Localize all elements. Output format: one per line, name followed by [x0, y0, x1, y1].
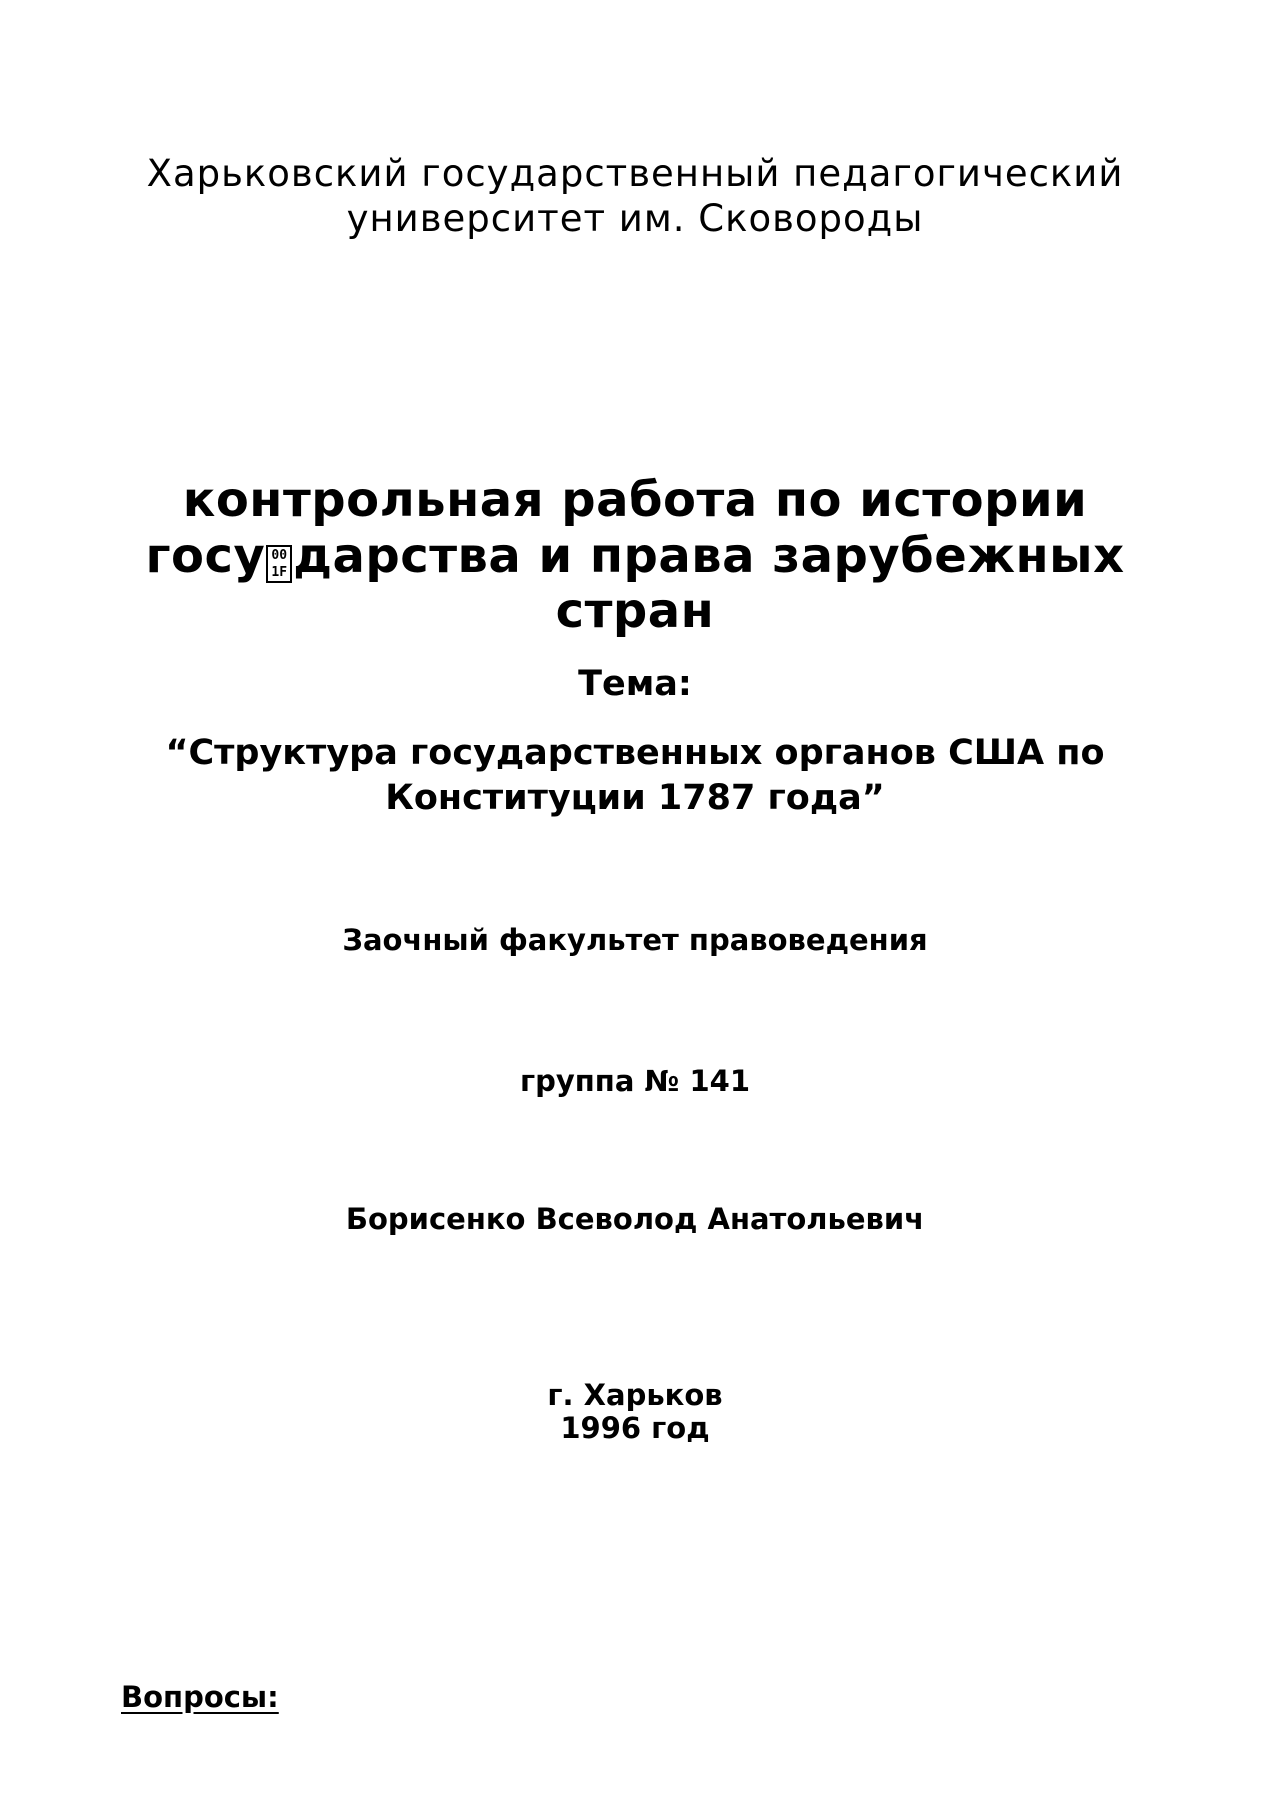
faculty: Заочный факультет правоведения	[342, 923, 928, 957]
work-title-line-2-start: госу	[145, 528, 266, 584]
missing-glyph-code-top: 00	[271, 548, 288, 563]
topic-label: Тема:	[578, 664, 692, 704]
topic-line-1: “Структура государственных органов США по	[165, 733, 1105, 773]
city: г. Харьков	[547, 1378, 723, 1412]
work-title-line-3: стран	[555, 583, 715, 639]
university-line-1: Харьковский государственный педагогический	[146, 152, 1124, 195]
work-title-line-2-end: дарства и права зарубежных	[293, 528, 1125, 584]
year: 1996 год	[560, 1411, 710, 1445]
work-title-line-2	[0, 528, 1270, 584]
questions-heading: Вопросы:	[121, 1680, 279, 1714]
work-title-line-1: контрольная работа по истории	[182, 472, 1088, 528]
missing-glyph-code-bottom: 1F	[271, 565, 288, 580]
author-name: Борисенко Всеволод Анатольевич	[345, 1202, 925, 1236]
university-line-2: университет им. Сковороды	[346, 197, 924, 240]
group-number: группа № 141	[519, 1064, 751, 1098]
missing-glyph-box	[266, 545, 292, 583]
topic-line-2: Конституции 1787 года”	[385, 778, 885, 818]
